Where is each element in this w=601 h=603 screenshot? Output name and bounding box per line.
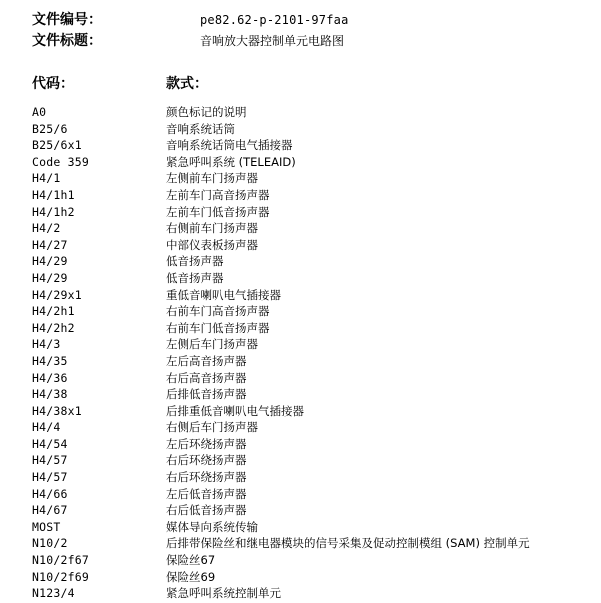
list-item — [0, 353, 601, 370]
list-item — [0, 469, 601, 486]
item-code: H4/29 — [32, 254, 68, 269]
item-description: 紧急呼叫系统控制单元 — [166, 586, 281, 601]
item-description: 重低音喇叭电气插接器 — [166, 287, 281, 302]
item-code: H4/67 — [32, 503, 68, 518]
item-description: 低音扬声器 — [166, 254, 224, 269]
item-code: H4/4 — [32, 420, 61, 435]
list-item — [0, 370, 601, 387]
item-description: 左前车门高音扬声器 — [166, 187, 270, 202]
item-description: 中部仪表板扬声器 — [166, 237, 258, 252]
item-description: 左侧后车门扬声器 — [166, 337, 258, 352]
list-item — [0, 204, 601, 221]
item-code: H4/29x1 — [32, 287, 82, 302]
item-code: H4/54 — [32, 436, 68, 451]
item-description: 低音扬声器 — [166, 270, 224, 285]
item-description: 左后环绕扬声器 — [166, 436, 247, 451]
item-code: MOST — [32, 519, 61, 534]
list-item — [0, 237, 601, 254]
list-item — [0, 519, 601, 536]
list-item — [0, 569, 601, 586]
list-item — [0, 452, 601, 469]
list-item — [0, 552, 601, 569]
list-item — [0, 502, 601, 519]
item-description: 右前车门低音扬声器 — [166, 320, 270, 335]
list-item — [0, 170, 601, 187]
file-number-row — [32, 10, 102, 30]
list-item — [0, 270, 601, 287]
list-item — [0, 436, 601, 453]
item-description: 后排重低音喇叭电气插接器 — [166, 403, 304, 418]
item-description: 后排带保险丝和继电器模块的信号采集及促动控制模组 (SAM) 控制单元 — [166, 536, 530, 551]
item-description: 保险丝69 — [166, 569, 216, 584]
item-description: 左后高音扬声器 — [166, 353, 247, 368]
list-item — [0, 253, 601, 270]
list-item — [0, 320, 601, 337]
item-code: N10/2 — [32, 536, 68, 551]
item-code: H4/2h2 — [32, 320, 75, 335]
list-item — [0, 419, 601, 436]
list-item — [0, 121, 601, 138]
item-code: H4/29 — [32, 270, 68, 285]
item-code: H4/2h1 — [32, 304, 75, 319]
item-code: H4/1h2 — [32, 204, 75, 219]
item-description: 音响系统话筒 — [166, 121, 235, 136]
list-item — [0, 137, 601, 154]
item-code: N10/2f69 — [32, 569, 89, 584]
item-code: H4/38 — [32, 387, 68, 402]
file-title-value: 音响放大器控制单元电路图 — [200, 34, 345, 48]
item-description: 媒体导向系统传输 — [166, 519, 258, 534]
file-number-value: pe82.62-p-2101-97faa — [200, 13, 349, 27]
item-description: 紧急呼叫系统 (TELEAID) — [166, 154, 296, 169]
item-code: A0 — [32, 105, 47, 119]
item-description: 右后低音扬声器 — [166, 503, 247, 518]
item-description: 保险丝67 — [166, 553, 216, 568]
item-description: 右侧前车门扬声器 — [166, 221, 258, 236]
list-item — [0, 154, 601, 171]
item-description: 左侧前车门扬声器 — [166, 171, 258, 186]
item-code: H4/35 — [32, 353, 68, 368]
item-description: 左前车门低音扬声器 — [166, 204, 270, 219]
list-item — [0, 303, 601, 320]
item-code: H4/66 — [32, 486, 68, 501]
component-list — [0, 104, 601, 602]
item-code: H4/57 — [32, 453, 68, 468]
item-code: H4/2 — [32, 221, 61, 236]
item-description: 右侧后车门扬声器 — [166, 420, 258, 435]
item-description: 右后环绕扬声器 — [166, 453, 247, 468]
code-column-header: 代码： — [32, 76, 74, 92]
item-code: H4/3 — [32, 337, 61, 352]
list-item — [0, 104, 601, 121]
item-description: 右前车门高音扬声器 — [166, 304, 270, 319]
item-description: 音响系统话筒电气插接器 — [166, 138, 293, 153]
item-code: H4/1h1 — [32, 187, 75, 202]
list-item — [0, 585, 601, 602]
item-code: N10/2f67 — [32, 553, 89, 568]
item-code: H4/1 — [32, 171, 61, 186]
list-item — [0, 535, 601, 552]
list-item — [0, 336, 601, 353]
item-code: N123/4 — [32, 586, 75, 601]
file-title-label: 文件标题： — [32, 33, 102, 49]
item-description: 颜色标记的说明 — [166, 105, 247, 119]
item-description: 右后高音扬声器 — [166, 370, 247, 385]
list-item — [0, 403, 601, 420]
list-item — [0, 287, 601, 304]
list-item — [0, 486, 601, 503]
item-code: B25/6 — [32, 121, 68, 136]
file-title-row — [32, 31, 102, 51]
item-description: 左后低音扬声器 — [166, 486, 247, 501]
item-code: H4/27 — [32, 237, 68, 252]
list-item — [0, 187, 601, 204]
item-code: H4/57 — [32, 470, 68, 485]
item-description: 后排低音扬声器 — [166, 387, 247, 402]
list-item — [0, 220, 601, 237]
list-item — [0, 386, 601, 403]
item-description: 右后环绕扬声器 — [166, 470, 247, 485]
item-code: H4/38x1 — [32, 403, 82, 418]
desc-column-header: 款式： — [166, 76, 208, 92]
item-code: B25/6x1 — [32, 138, 82, 153]
file-number-label: 文件编号： — [32, 12, 102, 28]
item-code: Code 359 — [32, 154, 89, 169]
item-code: H4/36 — [32, 370, 68, 385]
